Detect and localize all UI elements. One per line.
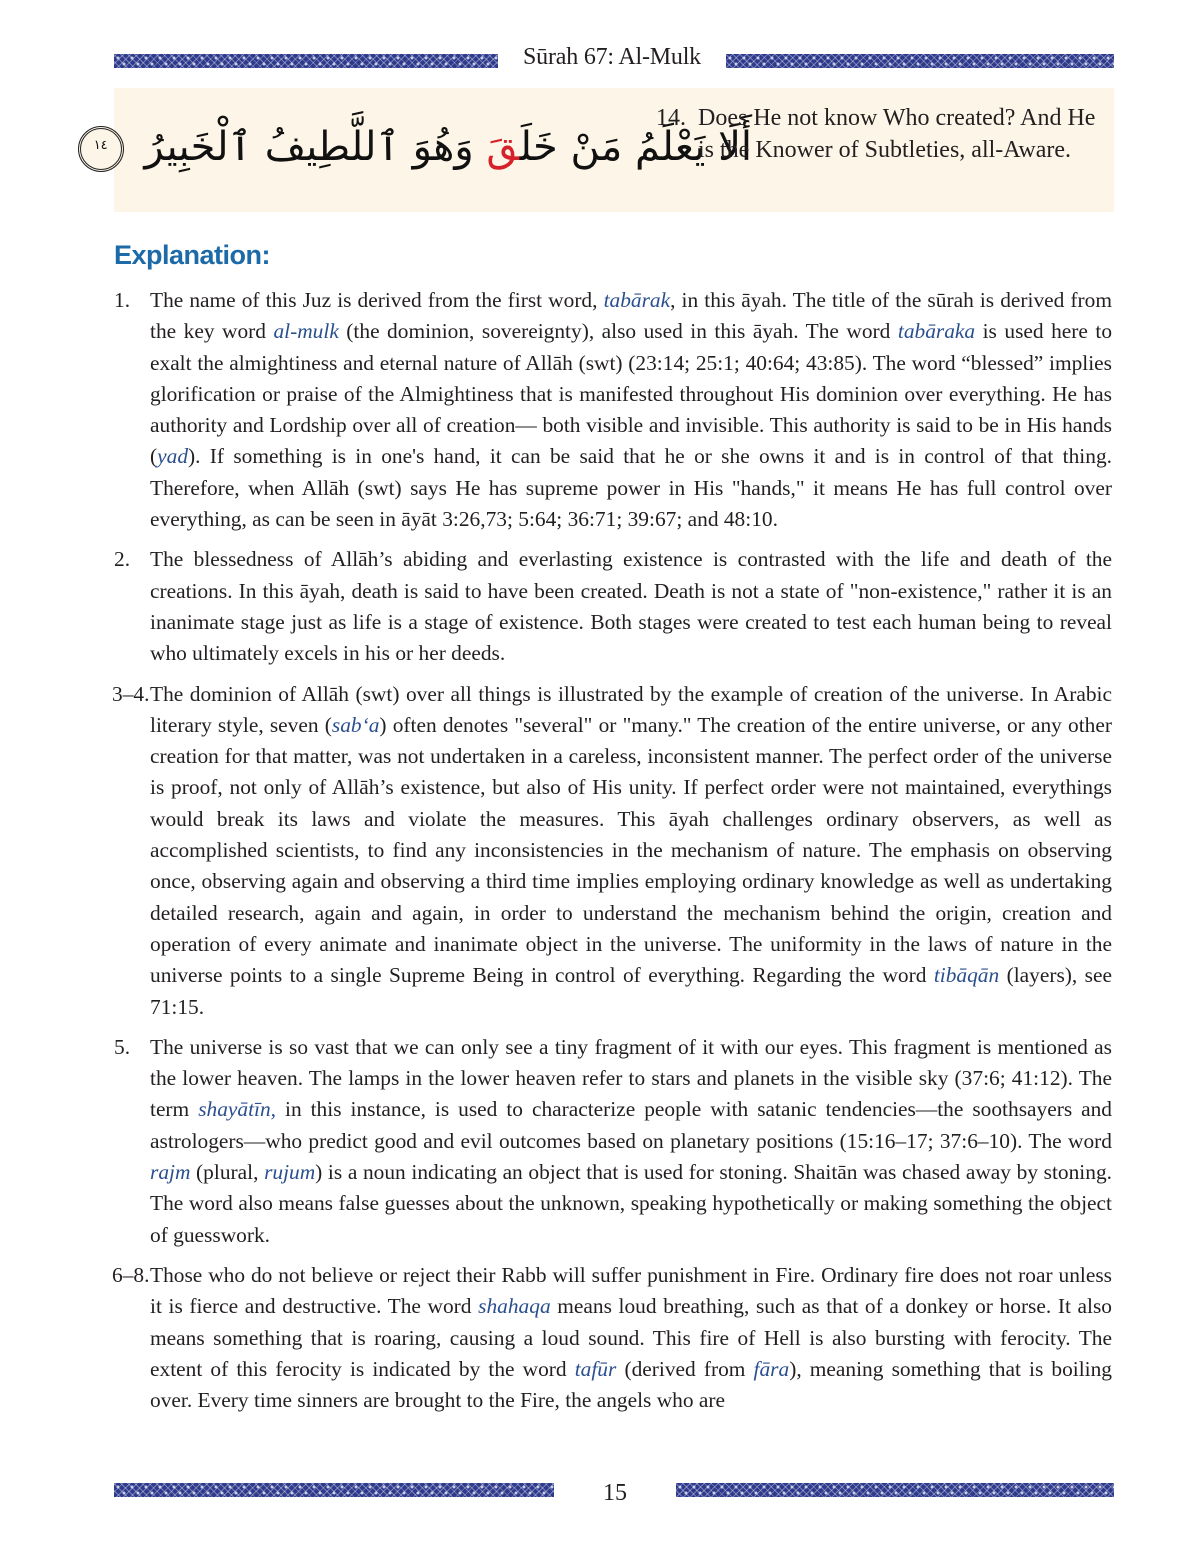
arabic-term: fāra: [753, 1356, 790, 1381]
arabic-term: al-mulk: [273, 319, 339, 344]
text-segment: is used here to exalt the almightiness and eternal nature of Allāh (swt) (23:14; 25:1; 40:64; 43:85). The word “blessed” implies glorification or praise of the Almightiness that is manifested throughout His dominion over everything. He has authority and Lordship over all of creation— both visible and invisible. This authority is said to be in His hands (: [150, 319, 1113, 469]
text-segment: The name of this Juz is derived from the first word,: [150, 288, 604, 312]
explanation-list: [114, 285, 1112, 1425]
text-segment: (derived from: [616, 1356, 754, 1381]
arabic-term: tabāraka: [897, 319, 976, 344]
item-text: [114, 1032, 1112, 1251]
arabic-term: yad: [157, 444, 189, 469]
item-text: [114, 544, 1112, 669]
page-number: 15: [603, 1480, 627, 1506]
arabic-highlighted-letter: قَ: [486, 124, 520, 170]
text-segment: , in this āyah. The title of the sūrah is derived from the key word: [150, 288, 1112, 344]
text-segment: ) often denotes "several" or "many." The creation of the entire universe, or any other creation for that matter, was not undertaken in a careless, inconsistent manner. The perfect order of the universe is proof, not only of Allāh’s existence, but also of His unity. If perfect order were not maintained, everythings would break its laws and violate the measures. This āyah challenges ordinary observers, as well as accomplished scientists, to find any inconsistencies in the mechanism of nature. The emphasis on observing once, observing again and observing a third time implies employing ordinary knowledge as well as undertaking detailed research, again and again, in order to understand the mechanism behind the origin, creation and operation of every animate and inanimate object in the universe. The uniformity in the laws of nature in the universe points to a single Supreme Being in control of everything. Regarding the word: [150, 712, 1112, 988]
text-segment: (plural,: [190, 1160, 265, 1185]
ayah-number-marker-icon: ١٤: [78, 126, 124, 172]
decorative-band-bottom-left: [114, 1483, 554, 1497]
arabic-term: tibāqān: [933, 963, 1000, 988]
section-heading: Explanation:: [114, 240, 271, 270]
item-number: 2.: [114, 547, 131, 572]
verse-box: [93, 88, 1114, 212]
explanation-item: [114, 1032, 1112, 1251]
text-segment: (the dominion, sovereignty), also used in this āyah. The word: [338, 319, 898, 344]
item-text: [114, 1260, 1112, 1416]
explanation-item: [114, 285, 1112, 535]
verse-number: 14.: [656, 105, 686, 131]
arabic-text-start: أَلَا يَعْلَمُ مَنْ خَلَ: [519, 124, 752, 170]
text-segment: ) is a noun indicating an object that is used for stoning. Shaitān was chased away by stoning. The word also means false guesses about the unknown, speaking hypothetically or making something the object of guesswork.: [150, 1160, 1112, 1247]
explanation-item: [114, 1260, 1112, 1416]
explanation-item: [114, 544, 1112, 669]
item-text: [114, 285, 1112, 535]
text-segment: in this instance, is used to characterize people with satanic tendencies—the soothsayers and astrologers—who predict good and evil outcomes based on planetary positions (15:16–17; 37:6–10). The word: [150, 1097, 1113, 1153]
decorative-band-top-left: [114, 54, 498, 68]
arabic-term: shayātīn,: [198, 1097, 277, 1122]
item-number: 3–4.: [112, 681, 150, 706]
translation-text: Does He not know Who created? And He is the Knower of Subtleties, all-Aware.: [698, 105, 1096, 163]
text-segment: ). If something is in one's hand, it can be said that he or she owns it and is in control of that thing. Therefore, when Allāh (swt) says He has supreme power in His "hands," it means He has full control over everything, as can be seen in āyāt 3:26,73; 5:64; 36:71; 39:67; and 48:10.: [150, 444, 1112, 532]
text-segment: (layers), see 71:15.: [150, 963, 1112, 1019]
item-number: 5.: [114, 1034, 131, 1059]
text-segment: The blessedness of Allāh’s abiding and everlasting existence is contrasted with the life and death of the creations. In this āyah, death is said to have been created. Death is not a state of "non-existence," rather it is an inanimate stage just as life is a stage of existence. Both stages were created to test each human being to reveal who ultimately excels in his or her deeds.: [150, 547, 1112, 666]
item-number: 6–8.: [112, 1262, 150, 1287]
text-segment: The universe is so vast that we can only see a tiny fragment of it with our eyes. This fragment is mentioned as the lower heaven. The lamps in the lower heaven refer to stars and planets in the visible sky (37:6; 41:12). The term: [150, 1034, 1112, 1122]
text-segment: The dominion of Allāh (swt) over all things is illustrated by the example of creation of the universe. In Arabic literary style, seven (: [150, 681, 1112, 737]
arabic-term: tafūr: [574, 1356, 617, 1381]
text-segment: Those who do not believe or reject their Rabb will suffer punishment in Fire. Ordinary fire does not roar unless it is fierce and destructive. The word: [150, 1262, 1112, 1319]
arabic-term: shahaqa: [478, 1294, 551, 1319]
arabic-term: rajm: [150, 1160, 191, 1185]
decorative-band-bottom-right: [676, 1483, 1114, 1497]
arabic-term: sab‘a: [331, 712, 380, 737]
arabic-term: rujum: [264, 1160, 316, 1185]
item-text: [114, 679, 1112, 1023]
explanation-item: [114, 679, 1112, 1023]
arabic-term: tabārak: [603, 288, 671, 312]
verse-translation: [656, 102, 1096, 166]
decorative-band-top-right: [726, 54, 1114, 68]
running-header-title: Sūrah 67: Al-Mulk: [523, 44, 701, 70]
text-segment: means loud breathing, such as that of a donkey or horse. It also means something that is roaring, causing a loud sound. This fire of Hell is also bursting with ferocity. The extent of this ferocity is indicated by the word: [150, 1294, 1113, 1381]
item-number: 1.: [114, 288, 131, 312]
text-segment: ), meaning something that is boiling over. Every time sinners are brought to the Fire, the angels who are: [150, 1356, 1112, 1413]
arabic-text-end: وَهُوَ ٱللَّطِيفُ ٱلْخَبِيرُ: [144, 124, 487, 170]
